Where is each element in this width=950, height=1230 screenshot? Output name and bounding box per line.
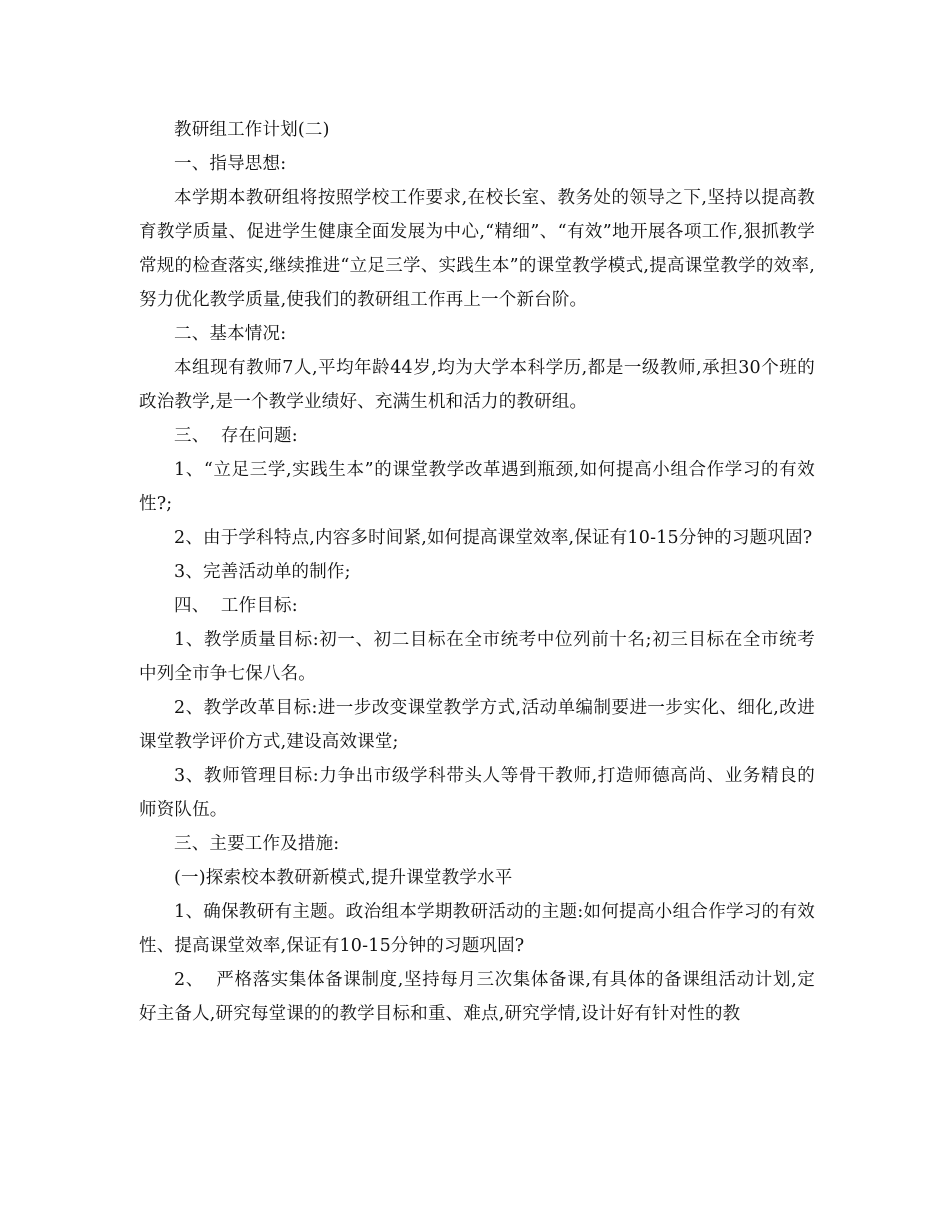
section-heading-goals: 四、 工作目标: [174, 596, 298, 616]
list-item-problem-1: 1、“立足三学,实践生本”的课堂教学改革遇到瓶颈,如何提高小组合作学习的有效性?; [139, 460, 815, 514]
document-body [139, 113, 815, 1031]
list-item-goal-2: 2、教学改革目标:进一步改变课堂教学方式,活动单编制要进一步实化、细化,改进课堂教学评价方式,建设高效课堂; [139, 698, 815, 752]
subsection-heading-1: (一)探索校本教研新模式,提升课堂教学水平 [174, 868, 513, 888]
section-heading-measures: 三、主要工作及措施: [174, 834, 340, 854]
paragraph-guiding-thought: 本学期本教研组将按照学校工作要求,在校长室、教务处的领导之下,坚持以提高教育教学质量、促进学生健康全面发展为中心,“精细”、“有效”地开展各项工作,狠抓教学常规的检查落实,继续推进“立足三学、实践生本”的课堂教学模式,提高课堂教学的效率,努力优化教学质量,使我们的教研组工作再上一个新台阶。 [139, 188, 815, 310]
list-item-problem-2: 2、由于学科特点,内容多时间紧,如何提高课堂效率,保证有10-15分钟的习题巩固? [174, 528, 813, 548]
paragraph-basic-situation: 本组现有教师7人,平均年龄44岁,均为大学本科学历,都是一级教师,承担30个班的政治教学,是一个教学业绩好、充满生机和活力的教研组。 [139, 358, 815, 412]
list-item-goal-3: 3、教师管理目标:力争出市级学科带头人等骨干教师,打造师德高尚、业务精良的师资队伍。 [139, 766, 815, 820]
list-item-measure-1: 1、确保教研有主题。政治组本学期教研活动的主题:如何提高小组合作学习的有效性、提高课堂效率,保证有10-15分钟的习题巩固? [139, 902, 815, 956]
list-item-goal-1: 1、教学质量目标:初一、初二目标在全市统考中位列前十名;初三目标在全市统考中列全市争七保八名。 [139, 630, 815, 684]
document-title: 教研组工作计划(二) [174, 120, 330, 140]
list-item-measure-2: 2、 严格落实集体备课制度,坚持每月三次集体备课,有具体的备课组活动计划,定好主备人,研究每堂课的的教学目标和重、难点,研究学情,设计好有针对性的教 [139, 970, 815, 1024]
section-heading-basic-situation: 二、基本情况: [174, 324, 287, 344]
list-item-problem-3: 3、完善活动单的制作; [174, 562, 351, 582]
section-heading-guiding-thought: 一、指导思想: [174, 154, 287, 174]
section-heading-problems: 三、 存在问题: [174, 426, 298, 446]
